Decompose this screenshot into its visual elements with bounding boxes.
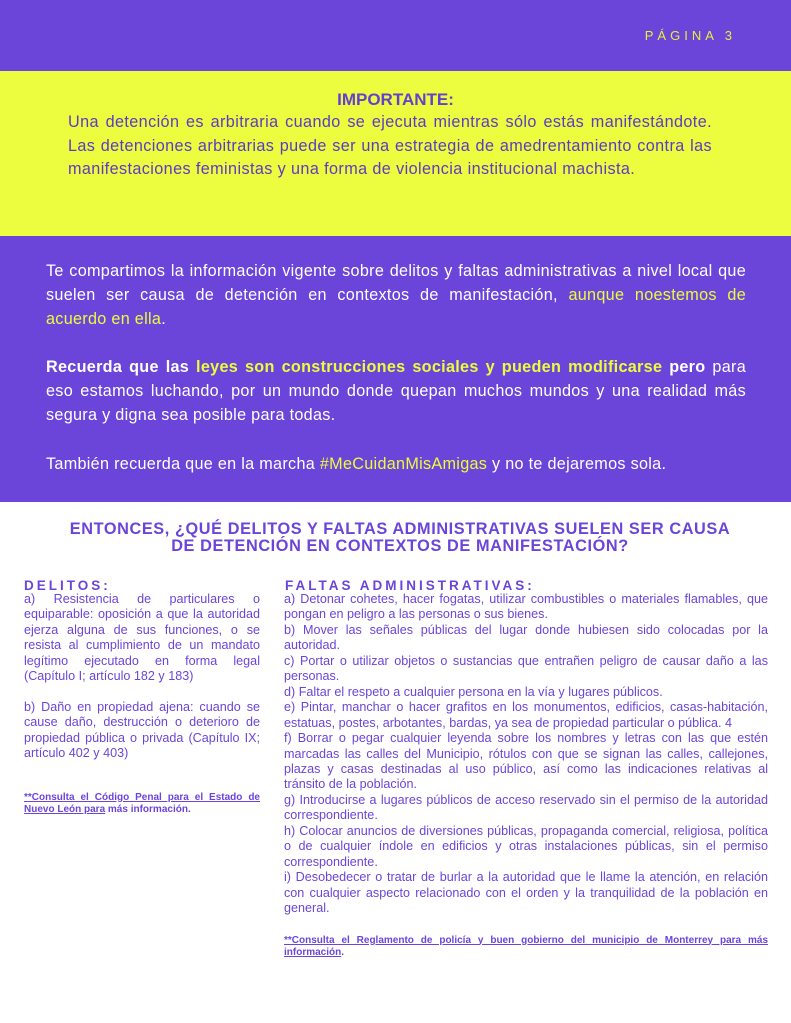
item-text: Pintar, manchar o hacer grafitos en los monumentos, edificios, casas-habitación, estatuas, postes, arbotantes, bardas, ya sea de propiedad particular o pública. 4 — [284, 700, 768, 730]
delitos-column — [24, 592, 260, 817]
item-letter: h) — [284, 823, 296, 838]
info-section — [0, 236, 791, 502]
item-letter: g) — [284, 792, 296, 807]
item-text: Detonar cohetes, hacer fogatas, utilizar combustibles o materiales flamables, que pongan en peligro a las personas o sus bienes. — [284, 592, 768, 622]
faltas-heading: FALTAS ADMINISTRATIVAS: — [285, 578, 535, 593]
falta-item — [284, 731, 768, 793]
item-text: Faltar el respeto a cualquier persona en la vía y lugares públicos. — [295, 684, 663, 699]
falta-item — [284, 623, 768, 654]
item-letter: b) — [284, 622, 296, 637]
falta-item — [284, 824, 768, 870]
hashtag-highlight: #MeCuidanMisAmigas — [319, 455, 488, 473]
info-p1-text: Te compartimos la información vigente sobre delitos y faltas administrativas a nivel local que suelen ser causa de detención en contextos de manifestación, — [46, 262, 746, 304]
page-number-label: PÁGINA 3 — [644, 28, 736, 43]
info-paragraph-1 — [46, 259, 746, 331]
delito-item — [24, 700, 260, 762]
note-end: más información. — [105, 804, 191, 816]
delitos-heading: DELITOS: — [24, 578, 111, 593]
reglamento-note — [284, 935, 768, 960]
falta-item — [284, 654, 768, 685]
reglamento-link[interactable]: **Consulta el Reglamento de policía y buen gobierno del municipio de Monterrey para más información — [284, 934, 768, 959]
info-p3-end: y no te dejaremos sola. — [487, 455, 667, 473]
info-p2-start: Recuerda que las — [46, 358, 197, 376]
item-letter: e) — [284, 700, 296, 715]
item-letter: a) — [24, 592, 36, 606]
item-letter: a) — [284, 592, 296, 606]
item-text: Resistencia de particulares o equiparable: oposición a que la autoridad ejerza alguna de sus funciones, o se resista al cumplimiento de un mandato legítimo ejecutado en forma legal (Capítulo I; artículo 182 y 183) — [24, 592, 260, 684]
info-p1-highlight: aunque noestemos de acuerdo en ella — [46, 286, 746, 328]
item-text: Colocar anuncios de diversiones públicas, propaganda comercial, religiosa, política o de cualquier índole en edificios y otras instalaciones públicas, sin el permiso correspondiente. — [284, 823, 768, 869]
falta-item — [284, 870, 768, 916]
item-text: Daño en propiedad ajena: cuando se cause daño, destrucción o deterioro de propiedad pública o privada (Capítulo IX; artículo 402 y 403) — [24, 699, 260, 761]
codigo-penal-note — [24, 792, 260, 817]
item-letter: c) — [284, 653, 295, 668]
item-text: Borrar o pegar cualquier leyenda sobre los nombres y letras con las que estén marcadas las calles del Municipio, rótulos con que se signan las calles, callejones, plazas y casas destinadas al uso público, así como las indicaciones relativas al tránsito de la población. — [284, 731, 768, 792]
codigo-penal-link[interactable]: **Consulta el Código Penal para el Estado de Nuevo León para — [24, 791, 260, 816]
item-text: Introducirse a lugares públicos de acceso reservado sin el permiso de la autoridad correspondiente. — [284, 792, 768, 823]
important-title: IMPORTANTE: — [337, 90, 454, 109]
note-end: . — [341, 947, 345, 959]
info-p2-rest: para eso estamos luchando, por un mundo donde quepan muchos mundos y una realidad más segura y digna sea posible para todas. — [46, 358, 747, 424]
item-text: Portar o utilizar objetos o sustancias que entrañen peligro de causar daño a las personas. — [284, 653, 768, 684]
info-p2-mid: pero — [662, 358, 706, 376]
falta-item — [284, 592, 768, 623]
falta-item — [284, 793, 768, 824]
falta-item — [284, 700, 768, 731]
important-text: Una detención es arbitraria cuando se ejecuta mientras sólo estás manifestándote. Las detenciones arbitrarias puede ser una estrategia de amedrentamiento contra las manifestaciones feministas y una forma de violencia institucional machista. — [68, 113, 712, 178]
info-p3-start: También recuerda que en la marcha — [46, 455, 320, 473]
faltas-column — [284, 592, 768, 960]
item-letter: b) — [24, 699, 36, 714]
item-letter: i) — [284, 870, 291, 885]
info-paragraph-3 — [46, 452, 746, 476]
item-text: Mover las señales públicas del lugar donde hubiesen sido colocadas por la autoridad. — [284, 622, 768, 653]
falta-item — [284, 685, 768, 700]
delito-item — [24, 592, 260, 685]
info-p1-end: . — [161, 310, 167, 328]
info-paragraph-2 — [46, 355, 746, 427]
item-letter: d) — [284, 684, 296, 699]
page-header — [0, 0, 791, 71]
info-p2-highlight: leyes son construcciones sociales y pueden modificarse — [196, 358, 663, 376]
item-text: Desobedecer o tratar de burlar a la autoridad que le llame la atención, en relación con cualquier aspecto relacionado con el orden y la tranquilidad de la población en general. — [284, 870, 768, 916]
section-title: ENTONCES, ¿QUÉ DELITOS Y FALTAS ADMINISTRATIVAS SUELEN SER CAUSA DE DETENCIÓN EN CONTEXTOS DE MANIFESTACIÓN? — [69, 520, 731, 555]
important-callout — [0, 71, 791, 236]
item-letter: f) — [284, 731, 292, 746]
